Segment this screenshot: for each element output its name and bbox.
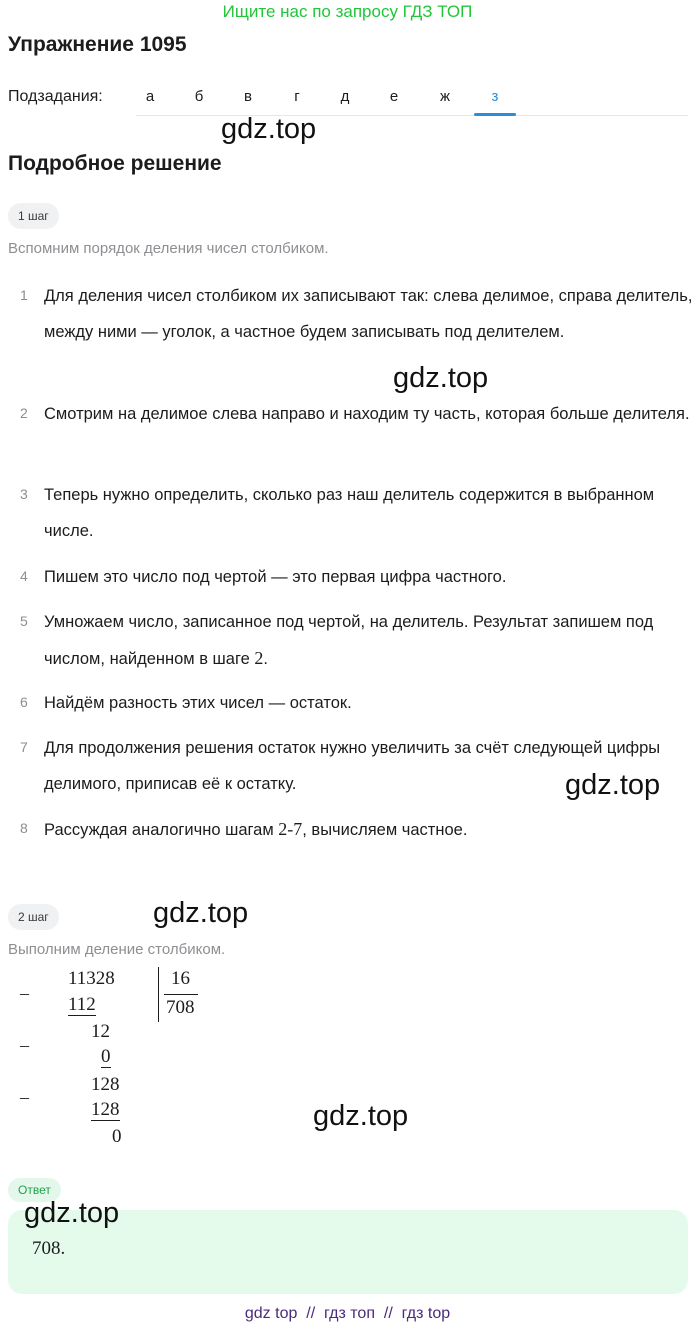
long-division: [0, 965, 300, 1155]
step-hint: Выполним деление столбиком.: [8, 941, 226, 958]
watermark: gdz.top: [565, 769, 661, 801]
subtrahend: 128: [91, 1099, 120, 1120]
watermark: gdz.top: [393, 362, 489, 394]
list-item-text-part: Умножаем число, записанное под чертой, на делитель. Результат запишем под числом, найденном в шаге: [44, 613, 654, 668]
active-tab-indicator: [474, 113, 516, 116]
watermark: gdz.top: [153, 897, 249, 929]
list-item-number: 4: [20, 568, 28, 584]
minus-sign: –: [20, 1035, 29, 1055]
list-item-text: Пишем это число под чертой — это первая цифра частного.: [44, 568, 507, 586]
dividend: 11328: [68, 968, 115, 989]
quotient: 708: [166, 997, 195, 1018]
search-banner: Ищите нас по запросу ГДЗ ТОП: [222, 2, 473, 21]
list-item-text: Для продолжения решения остаток нужно увеличить за счёт следующей цифры делимого, приписав её к остатку.: [44, 739, 661, 793]
remainder: 0: [112, 1126, 122, 1147]
list-item-number: 5: [20, 613, 28, 629]
subtask-v[interactable]: в: [244, 88, 252, 105]
list-item-number: 6: [20, 694, 28, 710]
answer-badge: Ответ: [8, 1178, 61, 1202]
list-item-number: 3: [20, 486, 28, 502]
list-item-text-part: , вычисляем частное.: [302, 821, 468, 839]
list-item-text-part: .: [263, 650, 268, 668]
page-title: Упражнение 1095: [8, 33, 187, 56]
list-item-number: 8: [20, 820, 28, 836]
step-badge: 1 шаг: [8, 203, 59, 229]
subtasks-bar: [8, 84, 688, 118]
watermark: gdz.top: [24, 1197, 120, 1229]
subtrahend: 0: [101, 1046, 111, 1067]
subtasks-label: Подзадания:: [8, 88, 103, 105]
watermark: gdz.top: [221, 113, 317, 145]
remainder: 128: [91, 1074, 120, 1095]
division-bar: [158, 967, 159, 1022]
subtask-a[interactable]: а: [145, 88, 155, 105]
footer-links[interactable]: gdz top // гдз топ // гдз top: [244, 1305, 451, 1322]
answer-value: 708.: [32, 1238, 66, 1259]
subtask-z[interactable]: з: [491, 88, 499, 105]
minus-sign: –: [20, 983, 29, 1003]
minus-sign: –: [20, 1087, 29, 1107]
list-item-text: Для деления чисел столбиком их записывают так: слева делимое, справа делитель, между ними — уголок, а частное будем записывать под делителем.: [44, 287, 693, 341]
step-badge: 2 шаг: [8, 904, 59, 930]
subtrahend: 112: [68, 994, 96, 1015]
list-item-text-part: Рассуждая аналогично шагам: [44, 821, 279, 839]
list-item-text: Смотрим на делимое слева направо и находим ту часть, которая больше делителя.: [44, 405, 690, 423]
list-item-number: 1: [20, 287, 28, 303]
list-item-number: 7: [20, 739, 28, 755]
list-item-text: [44, 811, 694, 848]
watermark: gdz.top: [313, 1100, 409, 1132]
subtask-zh[interactable]: ж: [439, 88, 451, 105]
list-item-number: 2: [20, 405, 28, 421]
subtask-d[interactable]: д: [340, 88, 350, 105]
quotient-line: [164, 994, 198, 995]
math-value: 2-7: [278, 819, 303, 839]
subtask-b[interactable]: б: [194, 88, 204, 105]
step-hint: Вспомним порядок деления чисел столбиком.: [8, 240, 329, 257]
list-item-text: [44, 604, 694, 677]
subtask-g[interactable]: г: [294, 88, 300, 105]
section-title: Подробное решение: [8, 152, 222, 175]
list-item-text: Теперь нужно определить, сколько раз наш делитель содержится в выбранном числе.: [44, 486, 655, 540]
list-item-text: Найдём разность этих чисел — остаток.: [44, 694, 352, 712]
remainder: 12: [91, 1021, 110, 1042]
math-value: 2: [254, 648, 264, 668]
subtask-e[interactable]: е: [389, 88, 399, 105]
divisor: 16: [171, 968, 190, 989]
subtasks-divider: [136, 115, 688, 116]
